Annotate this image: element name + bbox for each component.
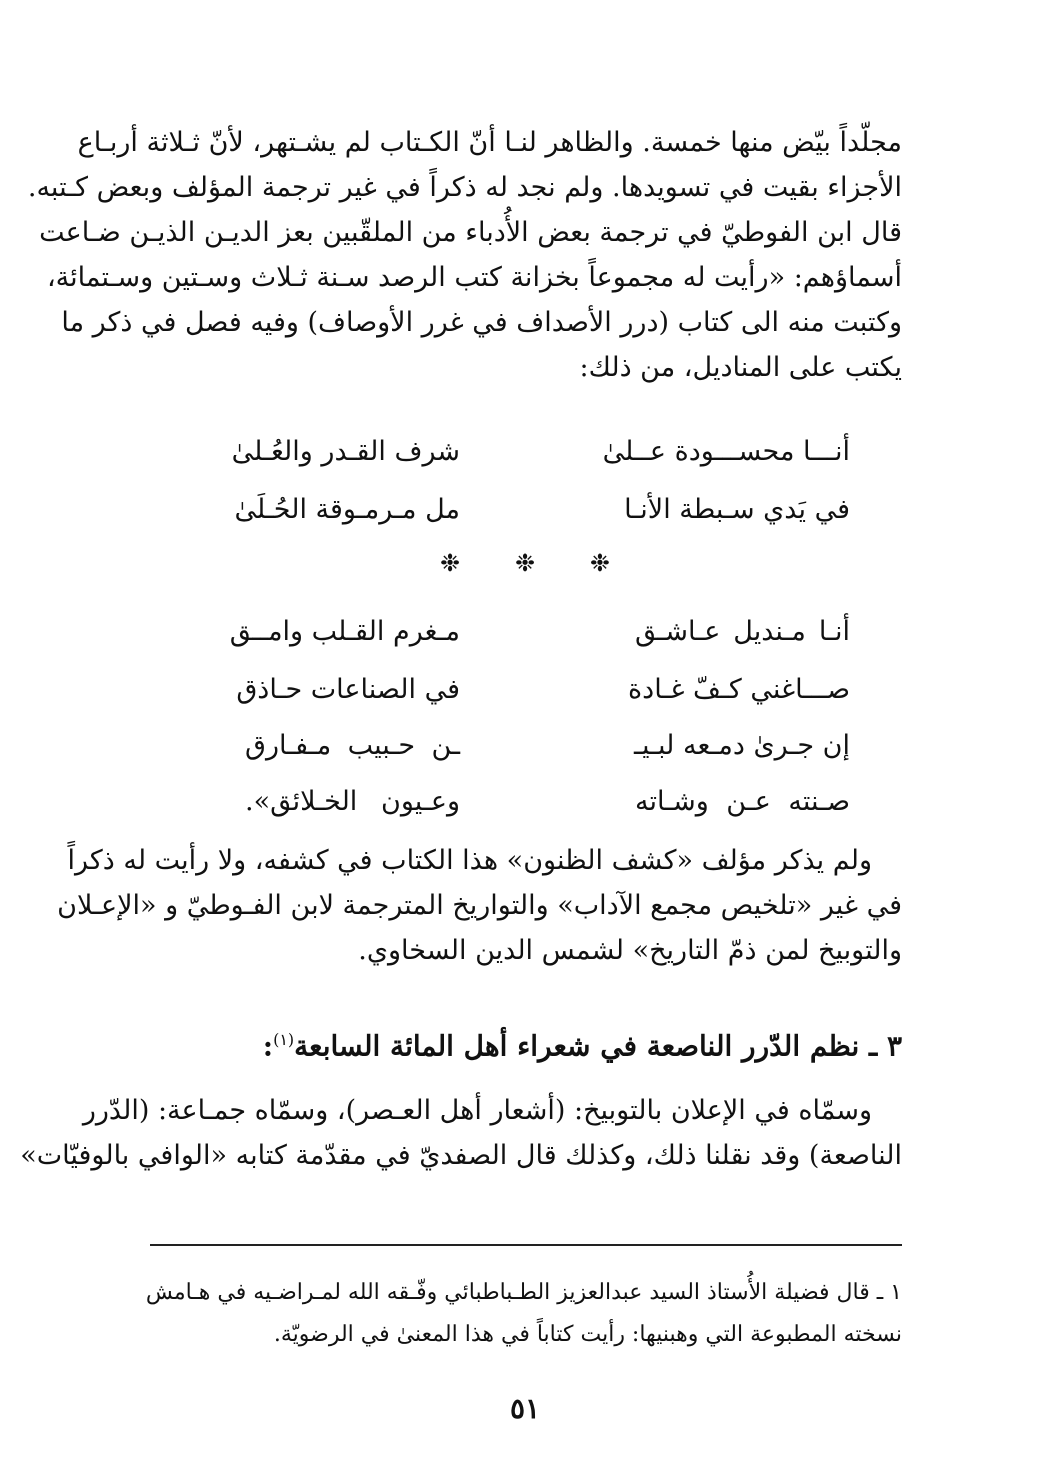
text-line: في غير «تلخيص مجمع الآداب» والتواريخ المترجمة لابن الفـوطيّ و «الإعـلان [57,890,902,921]
text-line: ولم يذكر مؤلف «كشف الظنون» هذا الكتاب في كشفه، ولا رأيت له ذكراً [67,845,872,876]
text-line: الناصعة) وقد نقلنا ذلك، وكذلك قال الصفديّ في مقدّمة كتابه «الوافي بالوفيّات» [20,1140,902,1171]
verse-second-hemistich: وعـيون الخـلائق». [245,786,460,817]
paragraph-2 [57,838,902,973]
verse-first-hemistich: أنـا مـنديل عـاشـق [635,616,850,647]
poem-verse [230,664,850,716]
text-line: أسماؤهم: «رأيت له مجموعاً بخزانة كتب الرصد سـنة ثـلاث وسـتين وسـتمائة، [46,262,902,293]
poem-verse [230,720,850,772]
section-heading-text: ٣ ـ نظم الدّرر الناصعة في شعراء أهل المائة السابعة [294,1029,902,1063]
verse-first-hemistich: في يَدي سـبطة الأنـا [624,494,850,525]
asterisk-ornament-icon: ❉ [514,549,536,577]
verse-second-hemistich: شرف القـدر والعُـلىٰ [231,436,460,467]
verse-second-hemistich: مـغرم القـلب وامــق [229,616,460,647]
poem-verse [230,484,850,536]
section-heading [263,1020,902,1066]
poem-verse [230,776,850,828]
poem-verse [230,426,850,478]
paragraph-1 [27,120,902,390]
text-line: يكتب على المناديل، من ذلك: [579,352,902,383]
text-line: الأجزاء بقيت في تسويدها. ولم نجد له ذكراً في غير ترجمة المؤلف وبعض كـتبه. [27,172,902,203]
page-number: ٥١ [509,1392,541,1425]
verse-second-hemistich: مل مـرمـوقة الحُـلَىٰ [234,494,460,525]
text-line: وسمّاه في الإعلان بالتوبيخ: (أشعار أهل العـصر)، وسمّاه جمـاعة: (الدّرر [82,1095,872,1126]
verse-first-hemistich: إن جـرىٰ دمـعه لبـيـ [634,730,850,761]
footnote [145,1272,902,1356]
verse-first-hemistich: أنـــا محســـودة عــلىٰ [602,436,850,467]
footnote-line: نسخته المطبوعة التي وهبنيها: رأيت كتاباً في هذا المعنىٰ في الرضويّة. [273,1322,902,1347]
text-line: وكتبت منه الى كتاب (درر الأصداف في غرر الأوصاف) وفيه فصل في ذكر ما [61,307,902,338]
paragraph-3 [20,1088,902,1178]
text-line: والتوبيخ لمن ذمّ التاريخ» لشمس الدين السخاوي. [358,935,902,966]
verse-first-hemistich: صـنته عـن وشـاته [635,786,850,817]
footnote-reference[interactable]: (١) [273,1030,295,1049]
text-line: مجلّداً بيّض منها خمسة. والظاهر لنـا أنّ الكـتاب لم يشـتهر، لأنّ ثـلاثة أربـاع [77,127,902,158]
verse-second-hemistich: في الصناعات حـاذق [236,674,460,705]
footnote-divider [150,1244,902,1246]
section-heading-suffix: : [262,1029,274,1063]
footnote-line: ١ ـ قال فضيلة الأُستاذ السيد عبدالعزيز الطـباطبائي وفّـقه الله لمـراضـيه في هـامش [145,1280,902,1305]
poem-verse [230,606,850,658]
section-separator [440,548,610,578]
asterisk-ornament-icon: ❉ [440,549,461,577]
asterisk-ornament-icon: ❉ [589,549,610,577]
verse-first-hemistich: صـــاغني كـفّ غـادة [628,674,850,705]
text-line: قال ابن الفوطيّ في ترجمة بعض الأُدباء من الملقّبين بعز الديـن الذيـن ضـاعت [39,217,902,248]
verse-second-hemistich: ـن حـبيب مـفـارق [245,730,460,761]
